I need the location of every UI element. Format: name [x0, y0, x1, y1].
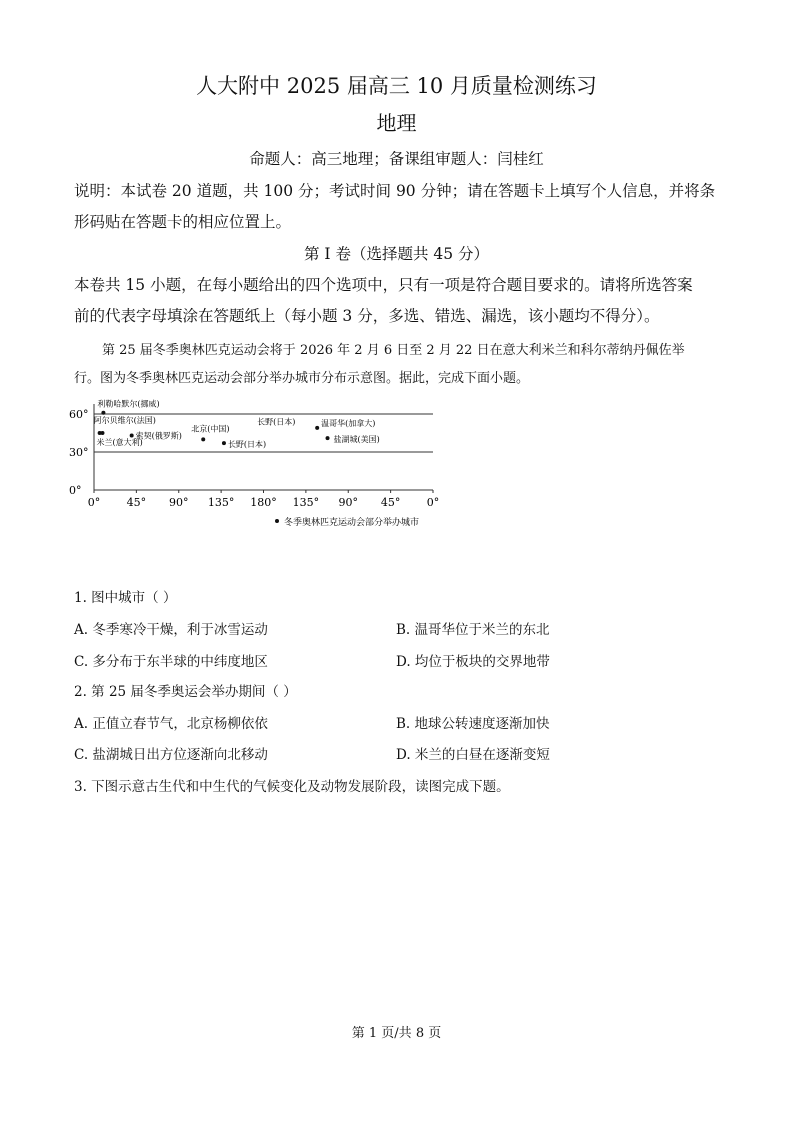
city-label: 阿尔贝维尔(法国) [93, 416, 156, 425]
city-marker [315, 426, 319, 430]
city-label: 盐湖城(美国) [333, 435, 380, 445]
instructions-line-2: 形码贴在答题卡的相应位置上。 [74, 213, 292, 231]
x-tick-label: 0° [87, 496, 101, 509]
x-tick-label: 180° [250, 496, 277, 509]
x-tick-label: 45° [380, 496, 401, 509]
question-stem: 3. 下图示意古生代和中生代的气候变化及动物发展阶段，读图完成下题。 [74, 779, 510, 795]
city-marker [222, 441, 226, 445]
authors-line: 命题人：高三地理；备课组审题人：闫桂红 [249, 150, 544, 168]
question-stem: 1. 图中城市（ ） [74, 590, 177, 606]
y-tick-label: 60° [69, 408, 89, 421]
city-label: 米兰(意大利) [96, 438, 143, 447]
answer-option[interactable]: B. 温哥华位于米兰的东北 [396, 622, 550, 638]
map-cities [94, 399, 380, 449]
city-marker [130, 434, 134, 438]
answer-option[interactable]: D. 均位于板块的交界地带 [396, 654, 550, 670]
exam-title: 人大附中 2025 届高三 10 月质量检测练习 [196, 74, 597, 98]
section-intro-line-1: 本卷共 15 小题，在每小题给出的四个选项中，只有一项是符合题目要求的。请将所选答案 [74, 276, 693, 294]
legend-marker [275, 519, 279, 523]
city-label: 北京(中国) [191, 424, 230, 434]
olympic-cities-map [66, 396, 456, 536]
subject-title: 地理 [376, 111, 417, 135]
answer-option[interactable]: D. 米兰的白昼在逐渐变短 [396, 747, 550, 763]
y-tick-label: 30° [69, 446, 89, 459]
legend-label: 冬季奥林匹克运动会部分举办城市 [284, 518, 420, 528]
x-tick-label: 90° [338, 496, 358, 509]
city-marker [326, 436, 330, 440]
city-marker [101, 411, 105, 415]
x-tick-label: 135° [292, 496, 320, 509]
answer-option[interactable]: A. 冬季寒冷干燥，利于冰雪运动 [74, 622, 268, 638]
x-tick-label: 0° [426, 496, 440, 509]
city-marker [201, 437, 205, 441]
city-label: 长野(日本) [227, 440, 267, 450]
question-stem: 2. 第 25 届冬季奥运会举办期间（ ） [74, 684, 297, 700]
x-tick-label: 45° [126, 496, 147, 509]
y-tick-label: 0° [69, 484, 82, 497]
x-tick-label: 135° [207, 496, 235, 509]
city-marker [100, 431, 104, 435]
answer-option[interactable]: A. 正值立春节气，北京杨柳依依 [74, 716, 268, 732]
instructions-line-1: 说明：本试卷 20 道题，共 100 分；考试时间 90 分钟；请在答题卡上填写个人信息，并将条 [74, 182, 716, 200]
section-intro-line-2: 前的代表字母填涂在答题纸上（每小题 3 分，多选、错选、漏选，该小题均不得分）。 [74, 307, 660, 325]
answer-option[interactable]: C. 多分布于东半球的中纬度地区 [74, 654, 268, 670]
city-label: 温哥华(加拿大) [321, 418, 376, 428]
passage-line-1: 第 25 届冬季奥林匹克运动会将于 2026 年 2 月 6 日至 2 月 22 日在意大利米兰和科尔蒂纳丹佩佐举 [102, 343, 685, 358]
city-label: 索契(俄罗斯) [135, 431, 182, 441]
passage-line-2: 行。图为冬季奥林匹克运动会部分举办城市分布示意图。据此，完成下面小题。 [74, 371, 530, 386]
answer-option[interactable]: B. 地球公转速度逐渐加快 [396, 716, 550, 732]
page-footer: 第 1 页/共 8 页 [351, 1026, 442, 1041]
city-label: 长野(日本) [257, 417, 296, 427]
city-label: 利勒哈默尔(挪威) [97, 399, 160, 409]
answer-option[interactable]: C. 盐湖城日出方位逐渐向北移动 [74, 747, 268, 763]
x-tick-label: 90° [169, 496, 189, 509]
section-heading: 第 I 卷（选择题共 45 分） [303, 245, 490, 263]
map-legend [275, 516, 419, 528]
